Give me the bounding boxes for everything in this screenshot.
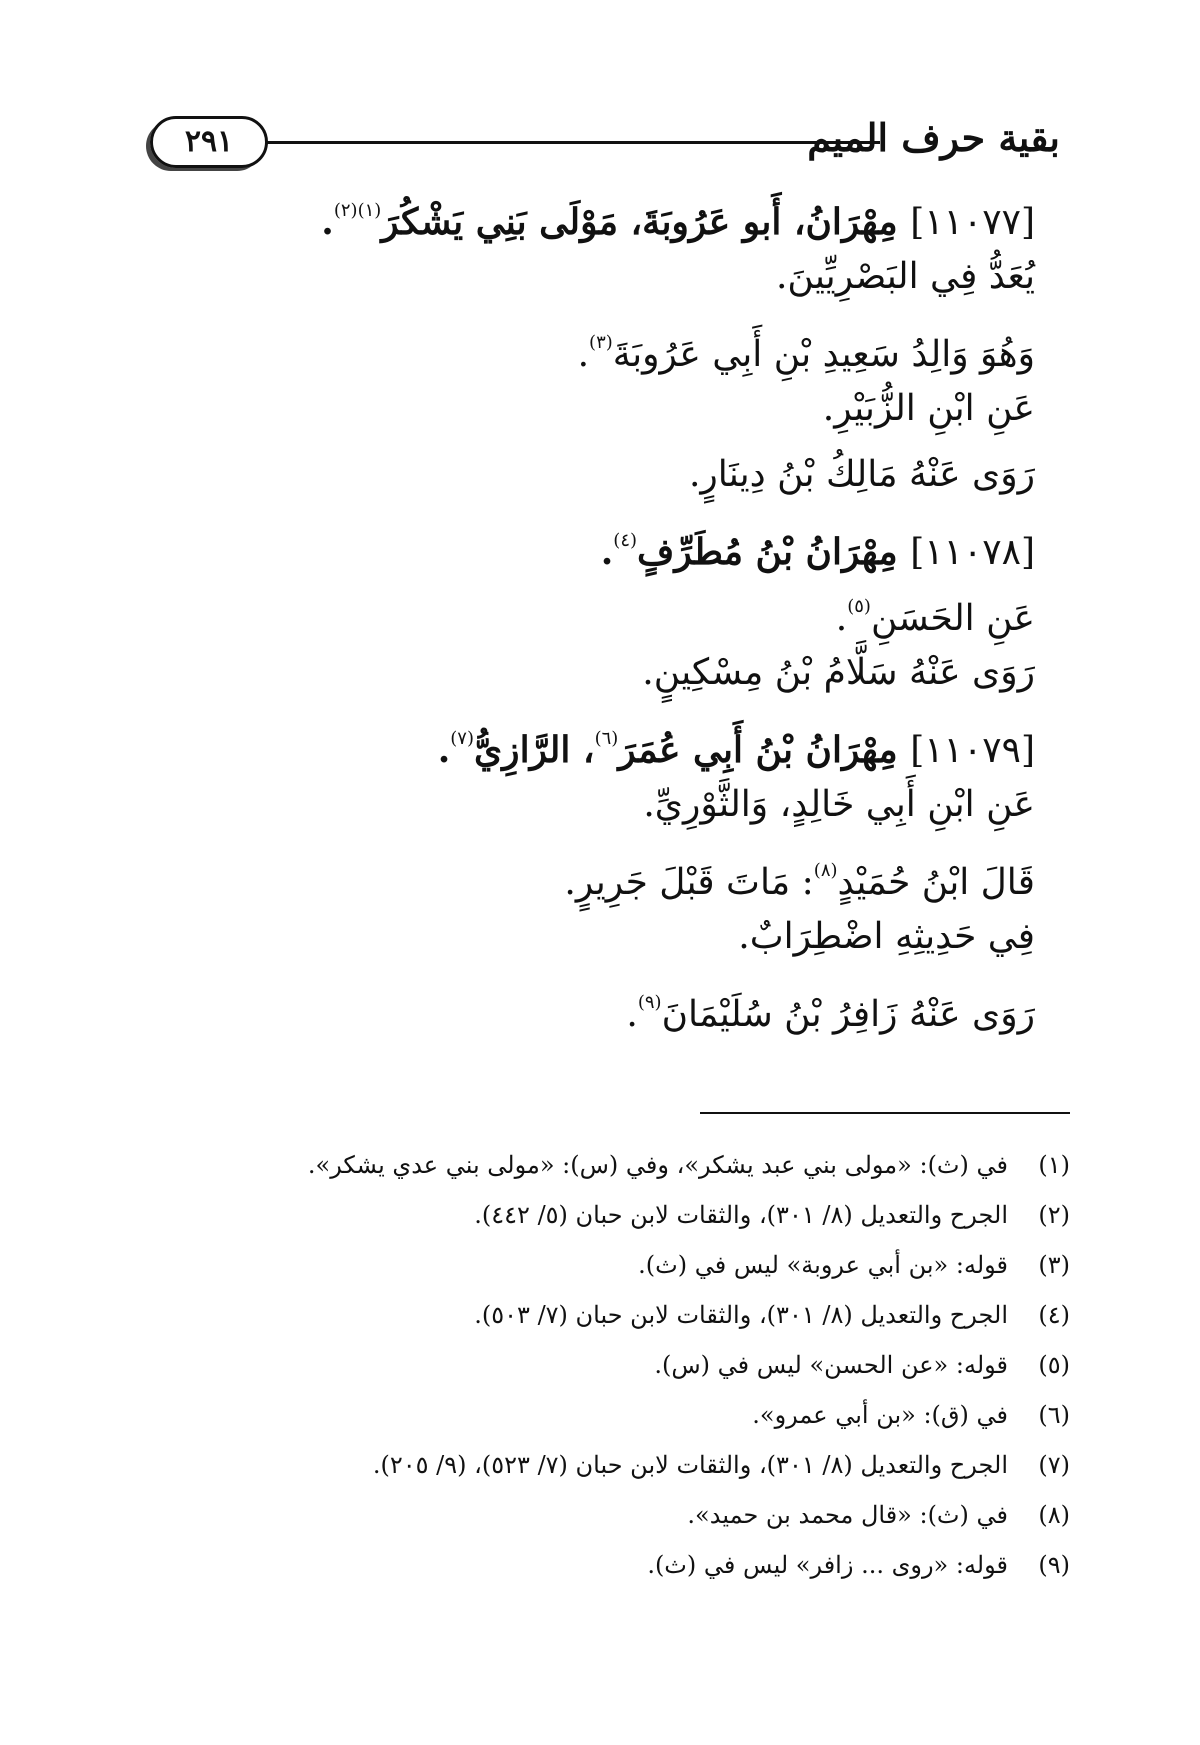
text-line [155, 376, 1035, 442]
footnote-item [170, 1540, 1070, 1590]
footnote-item [170, 1490, 1070, 1540]
footnotes [170, 1140, 1070, 1590]
line-text: رَوَى عَنْهُ مَالِكُ بْنُ دِينَارٍ. [688, 454, 1035, 495]
line-tail: . [600, 531, 614, 573]
footnote-ref: (٦) [594, 728, 619, 749]
line-text: عَنِ ابْنِ أَبِي خَالِدٍ، وَالثَّوْرِيِّ. [643, 784, 1035, 825]
footnote-ref: (٨) [813, 860, 838, 881]
line-text: عَنِ الحَسَنِ [870, 598, 1035, 639]
footnote-number: (٥) [1038, 1351, 1070, 1379]
line-tail: . [437, 729, 451, 771]
footnote-ref: (٩) [637, 992, 662, 1013]
page-header [150, 108, 1060, 168]
footnote-item [170, 1140, 1070, 1190]
footnote-ref: (١)(٢) [333, 200, 382, 221]
footnote-number: (٢) [1038, 1201, 1070, 1229]
footnote-ref: (٣) [589, 332, 613, 353]
footnote-ref: (٤) [613, 530, 638, 551]
text-line [155, 310, 1035, 376]
footnote-text: قوله: «بن أبي عروبة» ليس في (ث). [638, 1251, 1008, 1279]
footnote-item [170, 1290, 1070, 1340]
footnote-text: في (ق): «بن أبي عمرو». [752, 1401, 1008, 1429]
line-text: عَنِ ابْنِ الزُّبَيْرِ. [822, 388, 1035, 429]
footnote-number: (٣) [1038, 1251, 1070, 1279]
line-tail: . [626, 994, 638, 1035]
text-line [155, 838, 1035, 904]
entry-name: مِهْرَانُ، أَبو عَرُوبَةَ، مَوْلَى بَنِي يَشْكُرَ [381, 201, 911, 243]
entry-11079-heading [155, 706, 1035, 772]
entry-number: [١١٠٧٩] [910, 730, 1035, 771]
footnote-number: (٩) [1038, 1551, 1070, 1579]
entry-name: مِهْرَانُ بْنُ مُطَرِّفٍ [637, 531, 911, 573]
running-title: بقية حرف الميم [807, 115, 1060, 160]
text-line [155, 772, 1035, 838]
footnote-number: (٨) [1038, 1501, 1070, 1529]
line-tail: ، الرَّازِيُّ [474, 729, 595, 771]
footnote-item [170, 1190, 1070, 1240]
footnote-text: الجرح والتعديل (٨/ ٣٠١)، والثقات لابن حبان (٧/ ٥٠٣). [474, 1301, 1008, 1329]
footnote-item [170, 1390, 1070, 1440]
footnote-number: (٤) [1038, 1301, 1070, 1329]
line-tail: : مَاتَ قَبْلَ جَرِيرٍ. [564, 862, 814, 903]
text-line [155, 970, 1035, 1036]
line-text: يُعَدُّ فِي البَصْرِيِّينَ. [775, 256, 1035, 297]
page-number: ٢٩١ [184, 124, 234, 159]
footnote-item [170, 1340, 1070, 1390]
header-rule [265, 141, 880, 144]
footnote-number: (٧) [1038, 1451, 1070, 1479]
line-tail: . [577, 334, 590, 375]
footnote-text: الجرح والتعديل (٨/ ٣٠١)، والثقات لابن حبان (٥/ ٤٤٢). [474, 1201, 1008, 1229]
footnote-item [170, 1440, 1070, 1490]
footnote-text: الجرح والتعديل (٨/ ٣٠١)، والثقات لابن حبان (٧/ ٥٢٣)، (٩/ ٢٠٥). [372, 1451, 1008, 1479]
line-text: رَوَى عَنْهُ سَلَّامُ بْنُ مِسْكِينٍ. [642, 652, 1035, 693]
text-line [155, 244, 1035, 310]
entry-11078-heading [155, 508, 1035, 574]
footnote-number: (١) [1038, 1151, 1070, 1179]
footnote-text: قوله: «روى ... زافر» ليس في (ث). [647, 1551, 1008, 1579]
footnote-text: في (ث): «مولى بني عبد يشكر»، وفي (س): «مولى بني عدي يشكر». [307, 1151, 1008, 1179]
line-text: رَوَى عَنْهُ زَافِرُ بْنُ سُلَيْمَانَ [661, 994, 1035, 1035]
footnote-number: (٦) [1038, 1401, 1070, 1429]
line-tail: . [321, 201, 334, 243]
footnote-ref: (٥) [847, 596, 871, 617]
text-line [155, 442, 1035, 508]
line-tail: . [835, 598, 848, 639]
entry-11077-heading [155, 178, 1035, 244]
entry-number: [١١٠٧٧] [910, 202, 1035, 243]
footnote-item [170, 1240, 1070, 1290]
footnote-text: قوله: «عن الحسن» ليس في (س). [654, 1351, 1008, 1379]
page-number-badge [150, 116, 268, 168]
line-text: فِي حَدِيثِهِ اضْطِرَابٌ. [738, 916, 1035, 957]
entry-name: مِهْرَانُ بْنُ أَبِي عُمَرَ [618, 729, 911, 771]
line-text: وَهُوَ وَالِدُ سَعِيدِ بْنِ أَبِي عَرُوبَةَ [612, 334, 1035, 375]
footnote-ref: (٧) [450, 728, 474, 749]
line-text: قَالَ ابْنُ حُمَيْدٍ [837, 862, 1035, 903]
footnote-separator [700, 1112, 1070, 1114]
entry-number: [١١٠٧٨] [910, 532, 1035, 573]
text-line [155, 640, 1035, 706]
text-line [155, 574, 1035, 640]
main-text [155, 178, 1035, 1036]
footnote-text: في (ث): «قال محمد بن حميد». [687, 1501, 1008, 1529]
text-line [155, 904, 1035, 970]
